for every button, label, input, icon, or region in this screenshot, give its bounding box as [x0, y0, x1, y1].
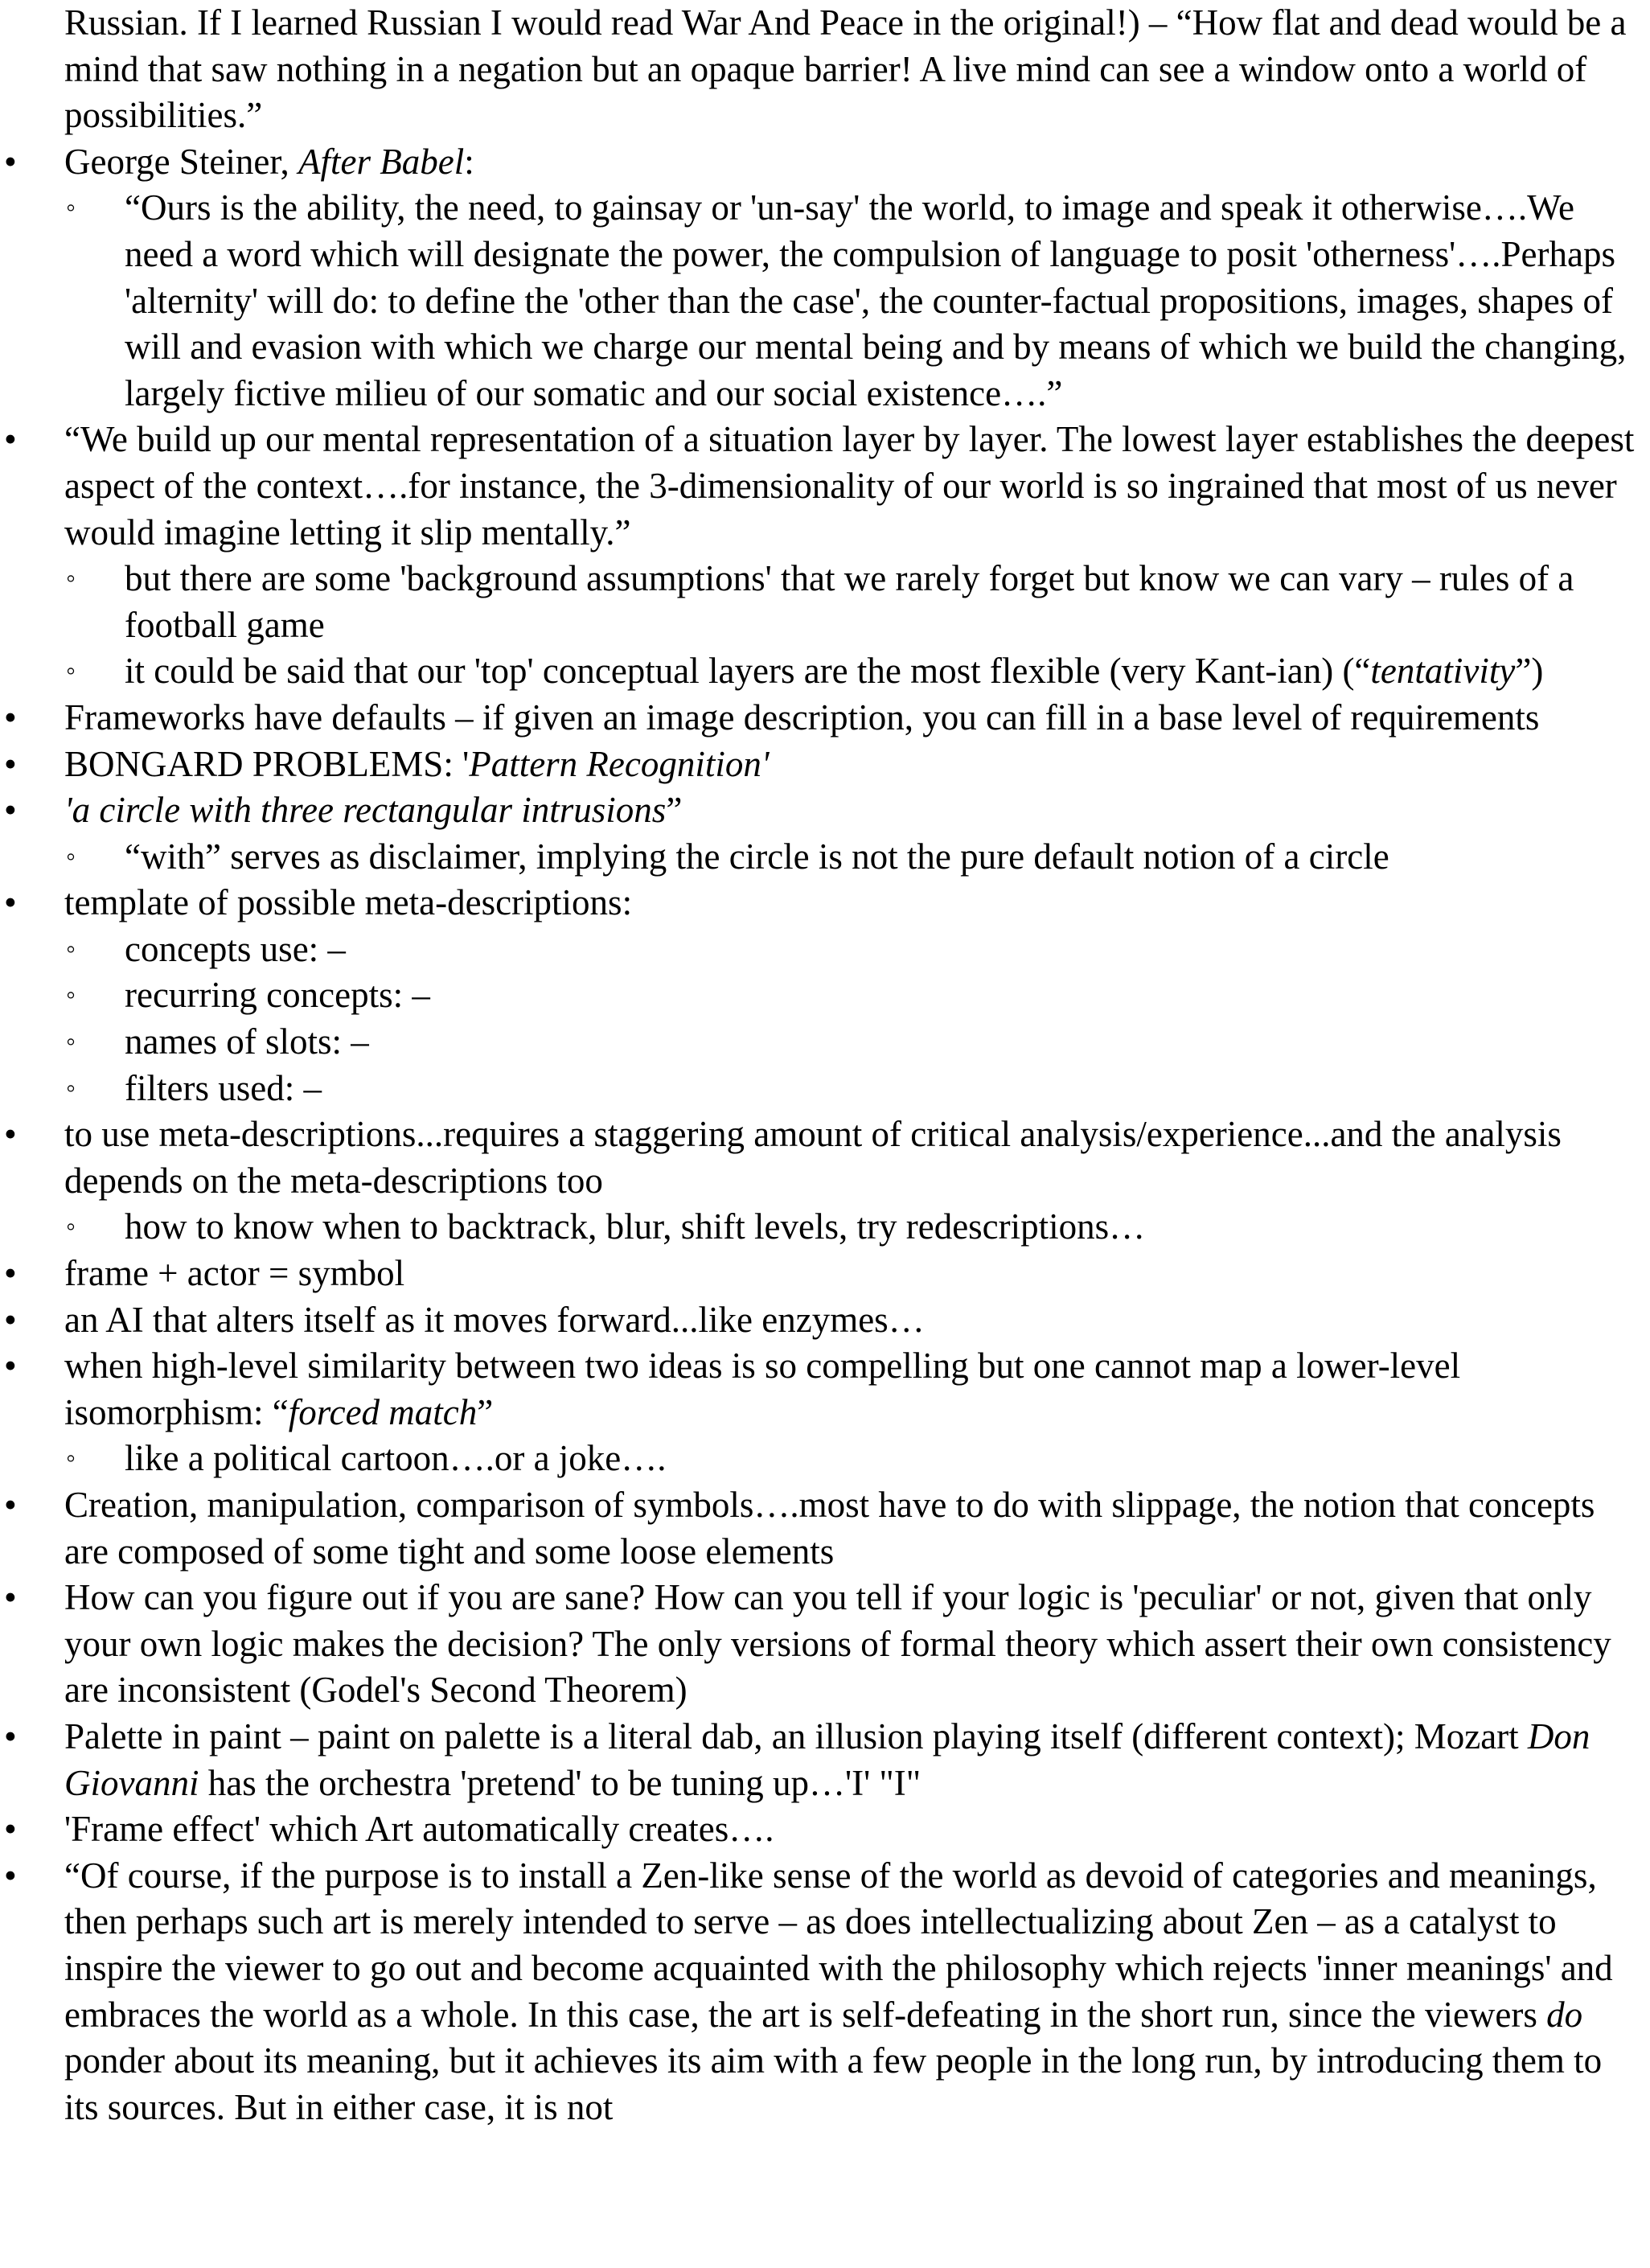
list-item — [0, 1251, 1640, 1297]
list-item-text — [64, 1253, 404, 1293]
bullet-icon: • — [4, 1577, 17, 1618]
sub-list-item — [0, 556, 1640, 648]
bullet-icon: • — [4, 1485, 17, 1525]
list-item-text — [64, 790, 682, 830]
list-item-text — [64, 1809, 774, 1849]
list-item-text — [64, 1485, 1595, 1572]
italic-text: 'a circle with three rectangular intrusions — [64, 790, 667, 831]
list-item-text — [64, 1346, 1460, 1432]
text-run: 'Frame effect' which Art automatically creates…. — [64, 1809, 774, 1850]
hollow-bullet-icon: ◦ — [66, 980, 76, 1011]
text-run: to use meta-descriptions...requires a staggering amount of critical analysis/experience...and the analysis depends on the meta-descriptions too — [64, 1114, 1562, 1201]
list-item-text — [125, 1068, 322, 1108]
text-run: Palette in paint – paint on palette is a literal dab, an illusion playing itself (different context); Mozart — [64, 1715, 1528, 1756]
sub-list-item — [0, 834, 1640, 881]
text-run: George Steiner, — [64, 141, 299, 182]
list-item — [0, 1714, 1640, 1806]
list-item — [0, 0, 1640, 139]
list-item — [0, 1343, 1640, 1436]
text-run: “We build up our mental representation of a situation layer by layer. The lowest layer establishes the deepest aspect of the context….for instance, the 3-dimensionality of our world is so ingrained that most of us never would imagine letting it slip mentally.” — [64, 419, 1635, 553]
text-run: “Of course, if the purpose is to install a Zen-like sense of the world as devoid of categories and meanings, then perhaps such art is merely intended to serve – as does intellectualizing about Zen – as a catalyst to inspire the viewer to go out and become acquainted with the philosophy which rejects 'inner meanings' and embraces the world as a whole. In this case, the art is self-defeating in the short run, since the viewers — [64, 1855, 1613, 2035]
text-run: has the orchestra 'pretend' to be tuning up…'I' "I" — [199, 1762, 921, 1803]
list-item — [0, 880, 1640, 927]
sub-list-item — [0, 1436, 1640, 1482]
text-run: BONGARD PROBLEMS: ' — [64, 743, 470, 784]
bullet-icon: • — [4, 882, 17, 923]
list-item-text — [125, 1021, 369, 1062]
text-run: ” — [666, 790, 683, 831]
sub-list-item — [0, 972, 1640, 1019]
text-run: it could be said that our 'top' conceptual layers are the most flexible (very Kant-ian) (“ — [125, 651, 1371, 692]
list-item — [0, 1111, 1640, 1204]
list-item-text — [125, 929, 346, 969]
text-run: recurring concepts: – — [125, 975, 430, 1016]
text-run: Creation, manipulation, comparison of symbols….most have to do with slippage, the notion that concepts are composed of some tight and some loose elements — [64, 1485, 1595, 1572]
italic-text: Pattern Recognition' — [469, 743, 770, 784]
text-run: like a political cartoon….or a joke…. — [125, 1438, 667, 1479]
text-run: “Ours is the ability, the need, to gainsay or 'un-say' the world, to image and speak it otherwise….We need a word which will designate the power, the compulsion of language to posit 'otherness'….Perhaps 'alternity' will do: to define the 'other than the case', the counter-factual propositions, images, shapes of will and evasion with which we charge our mental being and by means of which we build the changing, largely fictive milieu of our somatic and our social existence….” — [125, 187, 1627, 413]
bullet-icon: • — [4, 1253, 17, 1294]
text-run: ponder about its meaning, but it achieves its aim with a few people in the long run, by introducing them to its sources. But in either case, it is not — [64, 2040, 1603, 2127]
bullet-icon: • — [4, 1114, 17, 1155]
hollow-bullet-icon: ◦ — [66, 656, 76, 687]
text-run: ” — [477, 1391, 494, 1432]
list-item — [0, 695, 1640, 742]
text-run: concepts use: – — [125, 928, 346, 969]
bullet-icon: • — [4, 419, 17, 460]
italic-text: After Babel — [298, 141, 465, 182]
list-item — [0, 742, 1640, 788]
list-item — [0, 1575, 1640, 1714]
sub-list-item — [0, 185, 1640, 417]
italic-text: tentativity — [1370, 651, 1516, 692]
text-run: how to know when to backtrack, blur, shift levels, try redescriptions… — [125, 1206, 1146, 1247]
list-item-text — [64, 1114, 1562, 1201]
text-run: ”) — [1515, 651, 1544, 692]
list-item — [0, 1853, 1640, 2131]
list-item — [0, 787, 1640, 834]
list-item-text — [125, 558, 1574, 645]
hollow-bullet-icon: ◦ — [66, 934, 76, 964]
bullet-icon: • — [4, 1809, 17, 1850]
text-run: “with” serves as disclaimer, implying the circle is not the pure default notion of a circle — [125, 836, 1389, 877]
hollow-bullet-icon: ◦ — [66, 1027, 76, 1058]
hollow-bullet-icon: ◦ — [66, 193, 76, 224]
text-run: Frameworks have defaults – if given an image description, you can fill in a base level of requirements — [64, 696, 1540, 738]
list-item-text — [125, 836, 1389, 877]
sub-list-item — [0, 1066, 1640, 1112]
list-item — [0, 1806, 1640, 1853]
list-item-text — [125, 651, 1543, 691]
list-item-text — [125, 1438, 667, 1478]
list-item — [0, 1297, 1640, 1344]
text-run: template of possible meta-descriptions: — [64, 882, 633, 923]
bullet-icon: • — [4, 1855, 17, 1896]
italic-text: forced match — [288, 1391, 478, 1432]
text-run: frame + actor = symbol — [64, 1253, 405, 1294]
italic-text: do — [1546, 1994, 1583, 2035]
list-item — [0, 139, 1640, 186]
text-run: : — [464, 141, 474, 182]
list-item — [0, 417, 1640, 556]
list-item — [0, 1482, 1640, 1575]
text-run: when high-level similarity between two ideas is so compelling but one cannot map a lower-level isomorphism: “ — [64, 1346, 1461, 1432]
list-item-text — [64, 419, 1634, 552]
list-item-text — [64, 1716, 1590, 1803]
bullet-icon: • — [4, 1346, 17, 1387]
list-item-text — [125, 1206, 1145, 1247]
list-item-text — [125, 975, 430, 1015]
hollow-bullet-icon: ◦ — [66, 1212, 76, 1243]
bullet-icon: • — [4, 141, 17, 182]
bullet-icon: • — [4, 790, 17, 831]
list-item-text — [125, 187, 1626, 413]
sub-list-item — [0, 648, 1640, 695]
list-item-text — [64, 142, 474, 182]
hollow-bullet-icon: ◦ — [66, 1444, 76, 1474]
text-run: names of slots: – — [125, 1021, 369, 1062]
list-item-text — [64, 882, 632, 922]
bullet-icon: • — [4, 1299, 17, 1340]
text-run: Russian. If I learned Russian I would read War And Peace in the original!) – “How flat and dead would be a mind that saw nothing in a negation but an opaque barrier! A live mind can see a window onto a world of possibilities.” — [64, 2, 1627, 136]
sub-list-item — [0, 1204, 1640, 1251]
italic-text: Don Giovanni — [64, 1715, 1590, 1803]
hollow-bullet-icon: ◦ — [66, 1073, 76, 1103]
list-item-text — [64, 1855, 1613, 2127]
hollow-bullet-icon: ◦ — [66, 564, 76, 594]
hollow-bullet-icon: ◦ — [66, 841, 76, 872]
text-run: filters used: – — [125, 1067, 322, 1108]
list-item-text — [64, 1577, 1611, 1710]
list-item-text — [64, 744, 770, 784]
text-run: but there are some 'background assumptions' that we rarely forget but know we can vary – rules of a football game — [125, 558, 1574, 645]
text-run: How can you figure out if you are sane? How can you tell if your logic is 'peculiar' or not, given that only your own logic makes the decision? The only versions of formal theory which assert their own consistency are inconsistent (Godel's Second Theorem) — [64, 1577, 1611, 1711]
sub-list-item — [0, 927, 1640, 973]
text-run: an AI that alters itself as it moves forward...like enzymes… — [64, 1299, 925, 1340]
list-item-text — [64, 1300, 925, 1340]
list-item-text — [64, 2, 1626, 135]
sub-list-item — [0, 1019, 1640, 1066]
bullet-icon: • — [4, 1715, 17, 1756]
list-item-text — [64, 697, 1539, 738]
bullet-icon: • — [4, 743, 17, 784]
bullet-icon: • — [4, 696, 17, 738]
